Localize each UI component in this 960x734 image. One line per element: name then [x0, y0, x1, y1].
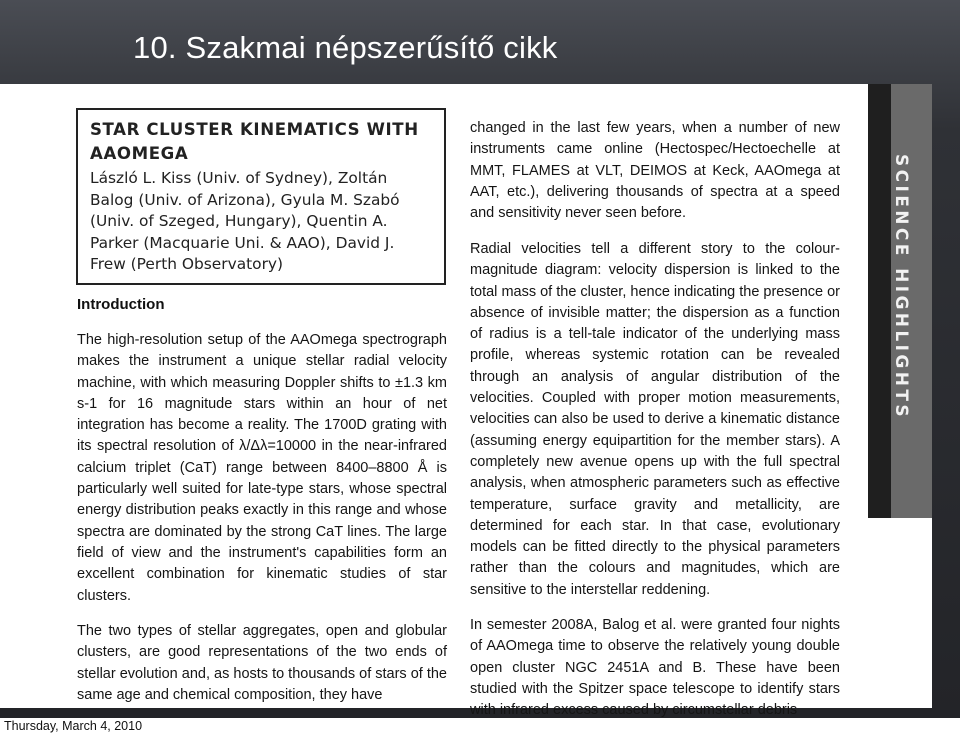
article-title: STAR CLUSTER KINEMATICS WITH AAOMEGA: [90, 120, 419, 163]
article-authors: László L. Kiss (Univ. of Sydney), Zoltán Balog (Univ. of Arizona), Gyula M. Szabó (Univ. of Szeged, Hungary), Quentin A. Parker (Macquarie Uni. & AAO), David J. Frew (Perth Observatory): [90, 169, 400, 273]
right-paragraph-1: changed in the last few years, when a number of new instruments came online (Hectospec/Hectoechelle at MMT, FLAMES at VLT, DEIMOS at Keck, AAOmega at AAT, etc.), delivering thousands of spectra at a speed and sensitivity never seen before.: [470, 120, 840, 222]
left-paragraph-1: The high-resolution setup of the AAOmega spectrograph makes the instrument a unique stellar radial velocity machine, with which measuring Doppler shifts to ±1.3 km s-1 for 16 magnitude stars within an hour of net integration has become a reality. The 1700D grating with its spectral resolution of λ/Δλ=10000 in the near-infrared calcium triplet (CaT) range between 8400–8800 Å is particularly well suited for late-type stars, whose spectral energy distribution peaks exactly in this range and whose spectra are dominated by the strong CaT lines. The large field of view and the instrument's capabilities form an excellent combination for kinematic studies of star clusters.: [77, 332, 447, 604]
banner-label: SCIENCE HIGHLIGHTS: [891, 154, 911, 421]
article-header-box: [76, 108, 446, 285]
left-paragraph-2: The two types of stellar aggregates, open and globular clusters, are good representations of the two ends of stellar evolution and, as hosts to thousands of stars of the same age and chemical composition, they have: [77, 623, 447, 703]
article-page-image: [0, 84, 932, 719]
right-paragraph-3: In semester 2008A, Balog et al. were granted four nights of AAOmega time to observe the relatively young double open cluster NGC 2451A and B. These have been studied with the Spitzer space telescope to identify stars with infrared excess caused by circumstellar debris: [470, 617, 840, 719]
slide-title: 10. Szakmai népszerűsítő cikk: [133, 30, 558, 65]
right-paragraph-2: Radial velocities tell a different story to the colour-magnitude diagram: velocity dispersion is linked to the total mass of the cluster, hence indicating the presence or absence of invisible matter; the dispersion as a function of radius is a tell-tale indicator of the underlying mass profile, whereas systemic rotation can be revealed through an analysis of angular distribution of the velocities. Coupled with proper motion measurements, velocities can also be used to derive a kinematic distance (assuming energy equipartition for the member stars). A completely new avenue opens up with the full spectral analysis, when atmospheric parameters such as effective temperature, surface gravity and metallicity, are determined for each star. In that case, evolutionary models can be fitted directly to the physical parameters rather than the colours and magnitudes, which are sensitive to the interstellar reddening.: [470, 241, 840, 598]
section-heading: Introduction: [77, 296, 165, 313]
footer-date: Thursday, March 4, 2010: [4, 719, 143, 733]
footer-bar: [0, 718, 960, 734]
